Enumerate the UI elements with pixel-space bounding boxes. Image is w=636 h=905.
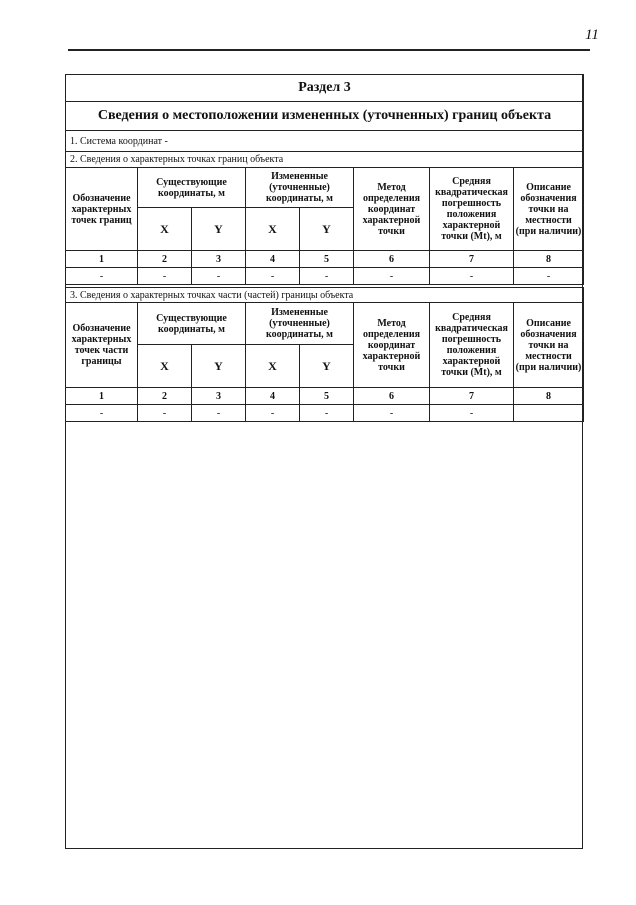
- table-cell: -: [66, 405, 138, 422]
- col-number: 3: [192, 251, 246, 268]
- col-number: 1: [66, 388, 138, 405]
- table-cell: -: [66, 268, 138, 285]
- top-rule: [68, 49, 590, 51]
- header-y-existing: Y: [192, 208, 246, 251]
- table-cell: [514, 405, 584, 422]
- table-cell: -: [192, 268, 246, 285]
- part-boundary-heading: 3. Сведения о характерных точках части (частей) границы объекта: [66, 288, 584, 303]
- col-number: 4: [246, 251, 300, 268]
- boundary-points-heading: 2. Сведения о характерных точках границ объекта: [66, 152, 584, 168]
- part-boundary-heading-table: [65, 287, 584, 303]
- table-cell: -: [138, 405, 192, 422]
- header-method: Метод определения координат характерной точки: [354, 168, 430, 251]
- section-title: Раздел 3: [66, 75, 584, 102]
- table-cell: -: [300, 268, 354, 285]
- header-error: Средняя квадратическая погрешность положения характерной точки (Mt), м: [430, 168, 514, 251]
- header-designation: Обозначение характерных точек границ: [66, 168, 138, 251]
- col-number: 7: [430, 388, 514, 405]
- table-cell: -: [300, 405, 354, 422]
- table-cell: -: [354, 405, 430, 422]
- table-cell: -: [192, 405, 246, 422]
- col-number: 6: [354, 251, 430, 268]
- header-error: Средняя квадратическая погрешность положения характерной точки (Mt), м: [430, 303, 514, 388]
- table-cell: -: [138, 268, 192, 285]
- col-number: 2: [138, 251, 192, 268]
- header-description: Описание обозначения точки на местности (при наличии): [514, 168, 584, 251]
- coordinate-system-row: 1. Система координат -: [66, 131, 584, 152]
- header-description: Описание обозначения точки на местности (при наличии): [514, 303, 584, 388]
- boundary-points-table: [65, 167, 584, 285]
- col-number: 7: [430, 251, 514, 268]
- part-boundary-points-table: [65, 302, 584, 422]
- header-x-existing: X: [138, 208, 192, 251]
- col-number: 8: [514, 251, 584, 268]
- col-number: 8: [514, 388, 584, 405]
- header-changed-coordinates: Измененные (уточненные) координаты, м: [246, 168, 354, 208]
- header-x-changed: X: [246, 345, 300, 388]
- col-number: 1: [66, 251, 138, 268]
- header-y-changed: Y: [300, 345, 354, 388]
- header-x-existing: X: [138, 345, 192, 388]
- header-y-existing: Y: [192, 345, 246, 388]
- col-number: 3: [192, 388, 246, 405]
- header-x-changed: X: [246, 208, 300, 251]
- header-table: [65, 74, 584, 168]
- header-changed-coordinates: Измененные (уточненные) координаты, м: [246, 303, 354, 345]
- col-number: 5: [300, 388, 354, 405]
- header-y-changed: Y: [300, 208, 354, 251]
- section-heading: Сведения о местоположении измененных (уточненных) границ объекта: [66, 102, 584, 131]
- col-number: 2: [138, 388, 192, 405]
- table-cell: -: [430, 268, 514, 285]
- page-number: 11: [585, 27, 599, 43]
- header-existing-coordinates: Существующие координаты, м: [138, 303, 246, 345]
- header-existing-coordinates: Существующие координаты, м: [138, 168, 246, 208]
- table-cell: -: [514, 268, 584, 285]
- col-number: 4: [246, 388, 300, 405]
- table-cell: -: [246, 268, 300, 285]
- header-method: Метод определения координат характерной точки: [354, 303, 430, 388]
- table-cell: -: [354, 268, 430, 285]
- col-number: 5: [300, 251, 354, 268]
- table-cell: -: [246, 405, 300, 422]
- table-cell: -: [430, 405, 514, 422]
- col-number: 6: [354, 388, 430, 405]
- header-designation: Обозначение характерных точек части границы: [66, 303, 138, 388]
